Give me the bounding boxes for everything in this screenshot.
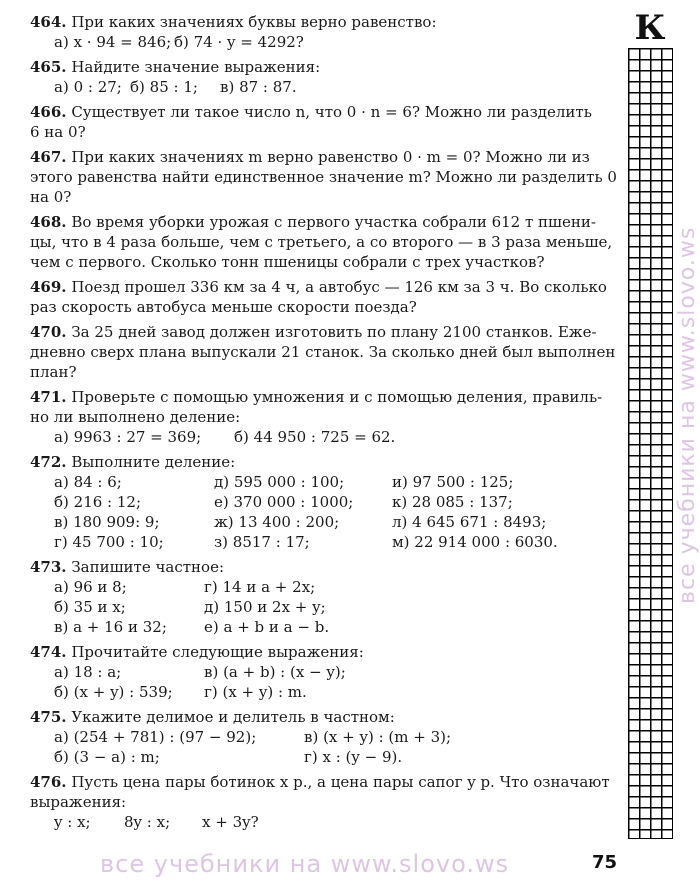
item: в) 87 : 87. (220, 78, 297, 96)
problem-476 (30, 772, 620, 832)
item: в) (a + b) : (x − y); (204, 663, 346, 681)
item: д) 595 000 : 100; (214, 473, 345, 491)
problem-471 (30, 387, 620, 447)
section-logo: К (634, 8, 666, 48)
problem-text-line: Во время уборки урожая с первого участка собрали 612 т пшени- (71, 213, 596, 231)
problem-text-line: Пусть цена пары ботинок x р., а цена пары сапог y р. Что означают (71, 773, 610, 791)
problem-number: 465. (30, 58, 67, 76)
problem-475 (30, 707, 620, 767)
page-content (30, 12, 620, 837)
item: а) 18 : a; (54, 663, 122, 681)
item: к) 28 085 : 137; (392, 493, 513, 511)
problem-474 (30, 642, 620, 702)
margin-grid (628, 48, 673, 839)
problem-464 (30, 12, 620, 52)
problem-text-line: но ли выполнено деление: (30, 408, 241, 426)
problem-text-line: Существует ли такое число n, что 0 · n = 6? Можно ли разделить (71, 103, 592, 121)
item: а) 9963 : 27 = 369; (54, 428, 202, 446)
problem-text-line: цы, что в 4 раза больше, чем с третьего, а со второго — в 3 раза меньше, (30, 233, 613, 251)
item: м) 22 914 000 : 6030. (392, 533, 558, 551)
problem-text-line: 6 на 0? (30, 123, 86, 141)
problem-number: 468. (30, 213, 67, 231)
problem-text-line: план? (30, 363, 77, 381)
problem-text-line: выражения: (30, 793, 127, 811)
item: в) 180 909: 9; (54, 513, 160, 531)
problem-469 (30, 277, 620, 317)
item: а) 0 : 27; (54, 78, 122, 96)
item: б) 35 и x; (54, 598, 126, 616)
watermark-bottom: все учебники на www.slovo.ws (100, 850, 510, 878)
problem-number: 472. (30, 453, 67, 471)
item: 8y : x; (124, 813, 171, 831)
problem-number: 476. (30, 773, 67, 791)
problem-text: Укажите делимое и делитель в частном: (71, 708, 395, 726)
item: а) x · 94 = 846; (54, 33, 172, 51)
item: в) (x + y) : (m + 3); (304, 728, 452, 746)
item: е) 370 000 : 1000; (214, 493, 354, 511)
problem-text: Выполните деление: (71, 453, 236, 471)
problem-466 (30, 102, 620, 142)
item: а) (254 + 781) : (97 − 92); (54, 728, 257, 746)
problem-text-line: При каких значениях m верно равенство 0 · m = 0? Можно ли из (71, 148, 590, 166)
item: б) 44 950 : 725 = 62. (234, 428, 396, 446)
problem-470 (30, 322, 620, 382)
problem-number: 471. (30, 388, 67, 406)
item: г) (x + y) : m. (204, 683, 307, 701)
problem-472 (30, 452, 620, 552)
item: е) a + b и a − b. (204, 618, 330, 636)
problem-number: 470. (30, 323, 67, 341)
problem-number: 467. (30, 148, 67, 166)
problem-text-line: За 25 дней завод должен изготовить по плану 2100 станков. Еже- (71, 323, 597, 341)
item: б) (x + y) : 539; (54, 683, 173, 701)
problem-number: 464. (30, 13, 67, 31)
problem-473 (30, 557, 620, 637)
problem-text-line: Поезд прошел 336 км за 4 ч, а автобус — 126 км за 3 ч. Во сколько (71, 278, 607, 296)
item: y : x; (54, 813, 91, 831)
problem-number: 473. (30, 558, 67, 576)
item: б) (3 − a) : m; (54, 748, 160, 766)
problem-number: 466. (30, 103, 67, 121)
problem-text: При каких значениях буквы верно равенство: (71, 13, 437, 31)
problem-467 (30, 147, 620, 207)
item: з) 8517 : 17; (214, 533, 310, 551)
item: д) 150 и 2x + y; (204, 598, 326, 616)
problem-text-line: Проверьте с помощью умножения и с помощью деления, правиль- (71, 388, 603, 406)
item: б) 216 : 12; (54, 493, 142, 511)
item: г) 14 и a + 2x; (204, 578, 316, 596)
item: б) 74 · y = 4292? (174, 33, 304, 51)
item: л) 4 645 671 : 8493; (392, 513, 547, 531)
problem-number: 475. (30, 708, 67, 726)
item: x + 3y? (202, 813, 259, 831)
problem-text-line: дневно сверх плана выпускали 21 станок. За сколько дней был выполнен (30, 343, 616, 361)
watermark-vertical: все учебники на www.slovo.ws (675, 226, 700, 604)
problem-text: Прочитайте следующие выражения: (71, 643, 364, 661)
problem-text: Найдите значение выражения: (71, 58, 321, 76)
page-number: 75 (592, 852, 618, 873)
item: г) x : (y − 9). (304, 748, 403, 766)
item: ж) 13 400 : 200; (214, 513, 340, 531)
problem-text-line: раз скорость автобуса меньше скорости поезда? (30, 298, 417, 316)
problem-468 (30, 212, 620, 272)
item: в) a + 16 и 32; (54, 618, 167, 636)
problem-465 (30, 57, 620, 97)
item: а) 84 : 6; (54, 473, 122, 491)
item: б) 85 : 1; (130, 78, 198, 96)
item: г) 45 700 : 10; (54, 533, 164, 551)
item: и) 97 500 : 125; (392, 473, 514, 491)
item: а) 96 и 8; (54, 578, 127, 596)
problem-number: 474. (30, 643, 67, 661)
problem-text: Запишите частное: (71, 558, 225, 576)
problem-text-line: этого равенства найти единственное значение m? Можно ли разделить 0 (30, 168, 617, 186)
problem-number: 469. (30, 278, 67, 296)
problem-text-line: на 0? (30, 188, 72, 206)
problem-text-line: чем с первого. Сколько тонн пшеницы собрали с трех участков? (30, 253, 545, 271)
